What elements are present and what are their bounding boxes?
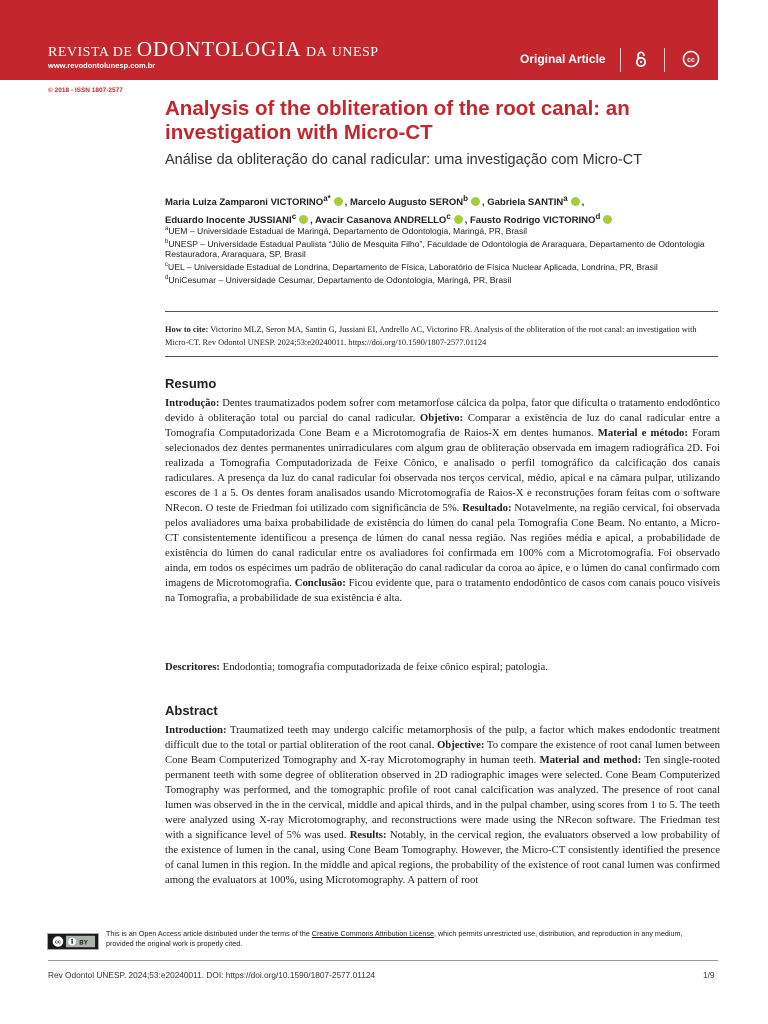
- license-text: This is an Open Access article distributed under the terms of the: [106, 929, 310, 938]
- journal-url[interactable]: www.revodontolunesp.com.br: [48, 61, 156, 70]
- orcid-icon[interactable]: [471, 197, 480, 206]
- svg-text:BY: BY: [79, 939, 88, 947]
- svg-text:cc: cc: [687, 57, 695, 64]
- abstract-results: Notably, in the cervical region, the evaluators observed a low probability of the existence of lumen in the canal, using Cone Beam Tomography. However, the Micro-CT consistently identified the presence of canal lumen in this region. In the middle and apical regions, the probability of the existence of root canal lumen was confirmed among the evaluators at 100%, using Microtomography. A pattern of root: [165, 829, 720, 886]
- author-affil-marker: d: [595, 212, 601, 222]
- author-affil-marker: c: [446, 212, 451, 222]
- footer-divider: [48, 960, 718, 961]
- affiliation-item: [165, 273, 715, 286]
- orcid-icon[interactable]: [571, 197, 580, 206]
- affiliation-text: UEM – Universidade Estadual de Maringá, Departamento de Odontologia, Maringá, PR, Brasil: [168, 225, 528, 236]
- orcid-icon[interactable]: [603, 215, 612, 224]
- affiliation-text: UEL – Universidade Estadual de Londrina, Departamento de Física, Laboratório de Física Nuclear Aplicada, Londrina, PR, Brasil: [168, 261, 658, 272]
- abstract-method-label: Material and method:: [539, 754, 642, 766]
- license-notice: [106, 929, 706, 948]
- abstract-text: [165, 723, 720, 920]
- author-affil-marker: a*: [323, 194, 331, 203]
- abstract-results-label: Results:: [349, 829, 387, 841]
- abstract-heading: Abstract: [165, 703, 218, 718]
- article-type-label: Original Article: [520, 52, 606, 66]
- descritores-label: Descritores:: [165, 661, 220, 673]
- how-to-cite-text: Victorino MLZ, Seron MA, Santin G, Jussiani EI, Andrello AC, Victorino FR. Analysis of the obliteration of the root canal: an investigation with Micro-CT. Rev Odontol UNESP. 2024;53:e20240011. https://doi.org/10.1590/1807-2577.01124: [165, 325, 697, 348]
- author-affil-marker: c: [291, 212, 297, 222]
- journal-title-unesp: UNESP: [331, 45, 379, 60]
- affiliation-marker: d: [165, 274, 169, 281]
- author-name: Gabriela SANTIN: [487, 197, 564, 209]
- article-subtitle: Análise da obliteração do canal radicular: uma investigação com Micro-CT: [165, 152, 643, 168]
- cc-by-license-icon[interactable]: [47, 933, 99, 950]
- descritores: [165, 660, 718, 675]
- abstract-intro: Traumatized teeth may undergo calcific metamorphosis of the pulp, a factor which makes endodontic treatment difficult due to the total or partial obliteration of the root canal.: [165, 724, 720, 751]
- resumo-results: Notavelmente, na região cervical, foi observada pelos avaliadores uma baixa probabilidade de existência do lúmen do canal pela Tomografia Cone Beam. No entanto, a Micro-CT consistentemente identificou a presença de lúmen do canal nessa região. Nas regiões média e apical, a probabilidade de existência do lúmen do canal radicular entre os avaliadores foi confirmada em 100% com a Microtomografia. Foi observado ainda, em todos os espécimes um padrão de obliteração do canal radicular da coroa ao ápice, e o lúmen do canal confirmado com imagens de Microtomografia.: [165, 502, 721, 589]
- abstract-intro-label: Introduction:: [165, 724, 227, 736]
- open-access-icon[interactable]: [632, 50, 650, 68]
- resumo-method: Foram selecionados dez dentes permanentes unirradiculares com algum grau de obliteração observada em imagem radiográfica 2D. Foi realizada a Tomografia Computadorizada de Feixe Cônico, e analisado o perfil tomográfico da calcificação dos canais radiculares. A presença da luz do canal radicular foi observada nos terços cervical, médio, apical e na câmara pulpar, utilizando escores de 1 a 5. Os dentes foram analisados usando Microtomografia de Raios-X e reconstruções foram feitas com o software NRecon. O teste de Friedman foi utilizado com significância de 5%.: [165, 427, 721, 514]
- resumo-method-label: Material e método:: [597, 427, 688, 439]
- journal-header: [0, 0, 718, 80]
- author-list: Maria Luiza Zamparoni $VICTORINO^{a*}$ , Marcelo Augusto SERON$^b$ , Gabriela SANTIN$^a$ , Eduardo Inocente JUSSIANI$^c$ , Avacir Casanova ANDRELLO$^c$ , Fausto Rodrigo VICTORINO$^d$: [165, 192, 720, 228]
- license-text-end: , which permits unrestricted use, distribution, and reproduction in any medium, provided the original work is properly cited.: [106, 929, 683, 948]
- affiliation-item: [165, 224, 715, 237]
- affiliation-text: UniCesumar – Universidade Cesumar, Departamento de Odontologia, Maringá, PR, Brasil: [168, 274, 512, 285]
- resumo-conclusion-label: Conclusão:: [294, 577, 346, 589]
- affiliation-item: [165, 260, 715, 273]
- svg-text:cc: cc: [55, 939, 61, 946]
- author-name: Eduardo Inocente JUSSIANI: [165, 215, 292, 227]
- journal-title-da: DA: [305, 45, 328, 60]
- author-name: Fausto Rodrigo VICTORINO: [470, 215, 596, 227]
- abstract-method: Ten single-rooted permanent teeth with some degree of obliteration observed in 2D radiographic images were selected. Cone Beam Computerized Tomography was performed, and the tomographic profile of root canal calcification was analyzed. The presence of root canal lumen was observed in the in the cervical, middle and apical thirds, and in the pulpal chamber, using scores from 1 to 5. The teeth were analyzed using X-ray Microtomography, and reconstructions were made using the NRecon software. The Friedman test with a significance level of 5% was used.: [165, 754, 720, 841]
- journal-title-revista: REVISTA DE: [48, 45, 133, 60]
- author-name: Maria Luiza Zamparoni VICTORINO: [165, 197, 324, 209]
- resumo-heading: Resumo: [165, 376, 217, 391]
- resumo-intro: Dentes traumatizados podem sofrer com metamorfose cálcica da polpa, fator que dificulta o tratamento endodôntico devido à obliteração total ou parcial do canal radicular.: [165, 397, 720, 424]
- abstract-objective: To compare the existence of root canal lumen between Cone Beam Computerized Tomography and X-ray Microtomography in human teeth.: [165, 739, 720, 766]
- header-divider: [620, 48, 621, 72]
- resumo-objective-label: Objetivo:: [419, 412, 464, 424]
- issn: © 2018 - ISSN 1807-2577: [48, 87, 123, 94]
- header-divider: [664, 48, 665, 72]
- orcid-icon[interactable]: [334, 197, 343, 206]
- affiliations: [165, 224, 715, 285]
- affiliation-item: [165, 237, 715, 260]
- journal-title: [48, 37, 379, 62]
- abstract-objective-label: Objective:: [436, 739, 485, 751]
- author-affil-marker: a: [563, 194, 568, 203]
- descritores-text: Endodontia; tomografia computadorizada de feixe cônico espiral; patologia.: [222, 661, 548, 673]
- author-affil-marker: b: [463, 194, 468, 203]
- affiliation-marker: c: [165, 262, 168, 269]
- resumo-conclusion: Ficou evidente que, para o tratamento endodôntico de casos com canais pouco visíveis na Tomografia, a probabilidade de sua existência é alta.: [165, 577, 720, 604]
- article-title: Analysis of the obliteration of the root canal: an investigation with Micro-CT: [165, 97, 630, 144]
- resumo-text: [165, 396, 720, 606]
- resumo-intro-label: Introdução:: [165, 397, 220, 409]
- journal-title-odontologia: ODONTOLOGIA: [136, 37, 302, 61]
- how-to-cite: [165, 323, 718, 350]
- page-number: 1/9: [703, 970, 715, 980]
- section-divider: [165, 356, 718, 357]
- orcid-icon[interactable]: [299, 215, 308, 224]
- author-name: Avacir Casanova ANDRELLO: [315, 215, 447, 227]
- author-name: Marcelo Augusto SERON: [349, 197, 464, 209]
- orcid-icon[interactable]: [454, 215, 463, 224]
- section-divider: [165, 311, 718, 312]
- license-link[interactable]: Creative Commons Attribution License: [311, 929, 434, 938]
- creative-commons-icon[interactable]: [682, 50, 700, 68]
- how-to-cite-label: How to cite:: [165, 325, 209, 334]
- resumo-results-label: Resultado:: [462, 502, 512, 514]
- affiliation-text: UNESP – Universidade Estadual Paulista “Júlio de Mesquita Filho”, Faculdade de Odontologia de Araraquara, Departamento de Odontologia Restauradora, Araraquara, SP, Brasil: [165, 238, 705, 260]
- affiliation-marker: b: [165, 238, 169, 245]
- footer-citation: Rev Odontol UNESP. 2024;53:e20240011. DOI: https://doi.org/10.1590/1807-2577.01124: [48, 970, 376, 980]
- affiliation-marker: a: [165, 226, 169, 232]
- resumo-objective: Comparar a existência de luz do canal radicular entre a Tomografia Computadorizada Cone Beam e a Microtomografia de Raios-X em dentes humanos.: [165, 412, 721, 439]
